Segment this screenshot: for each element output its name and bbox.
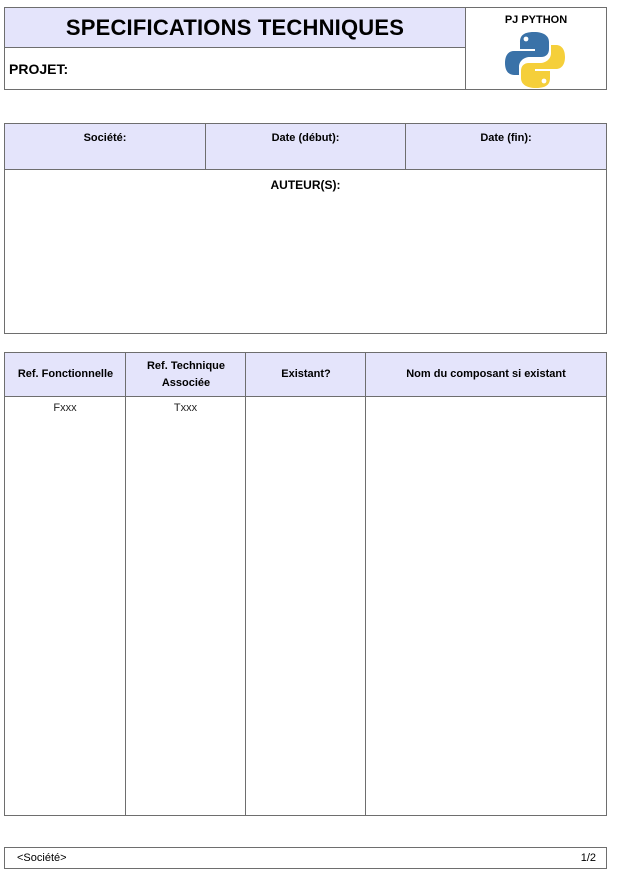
ref-fonctionnelle-value: Fxxx (53, 402, 77, 414)
projet-field[interactable] (5, 48, 466, 89)
societe-label: Société: (83, 132, 127, 144)
column-header-existant (246, 353, 366, 397)
logo-label: PJ PYTHON (504, 14, 568, 26)
column-header-text: Ref. Fonctionnelle (17, 368, 114, 380)
column-header-nom-composant (366, 353, 606, 397)
existant-cell[interactable] (246, 397, 365, 815)
ref-fonctionnelle-cell[interactable] (5, 397, 125, 815)
info-block (4, 123, 607, 334)
date-fin-field[interactable] (406, 124, 606, 170)
footer-societe: <Société> (17, 852, 67, 864)
societe-field[interactable] (5, 124, 206, 170)
page-number: 1/2 (580, 852, 596, 864)
spec-table (4, 352, 607, 816)
page-footer (4, 847, 607, 869)
date-debut-field[interactable] (206, 124, 406, 170)
logo-area (466, 8, 606, 89)
nom-composant-cell[interactable] (366, 397, 606, 815)
auteurs-field[interactable] (5, 170, 606, 333)
ref-technique-value: Txxx (173, 402, 198, 414)
document-title: SPECIFICATIONS TECHNIQUES (5, 8, 466, 48)
column-header-text: Nom du composant si existant (406, 368, 566, 380)
ref-technique-cell[interactable] (126, 397, 245, 815)
auteurs-label: AUTEUR(S): (270, 178, 341, 192)
document-header (4, 7, 607, 90)
column-header-ref-technique (126, 353, 246, 397)
column-header-ref-fonctionnelle (5, 353, 126, 397)
column-header-text: Associée (161, 376, 211, 389)
date-fin-label: Date (fin): (480, 132, 532, 144)
column-header-text: Existant? (281, 368, 331, 380)
date-debut-label: Date (début): (271, 132, 340, 144)
column-header-text: Ref. Technique (146, 359, 226, 372)
projet-label: PROJET: (9, 60, 69, 77)
python-logo-icon (504, 30, 566, 90)
